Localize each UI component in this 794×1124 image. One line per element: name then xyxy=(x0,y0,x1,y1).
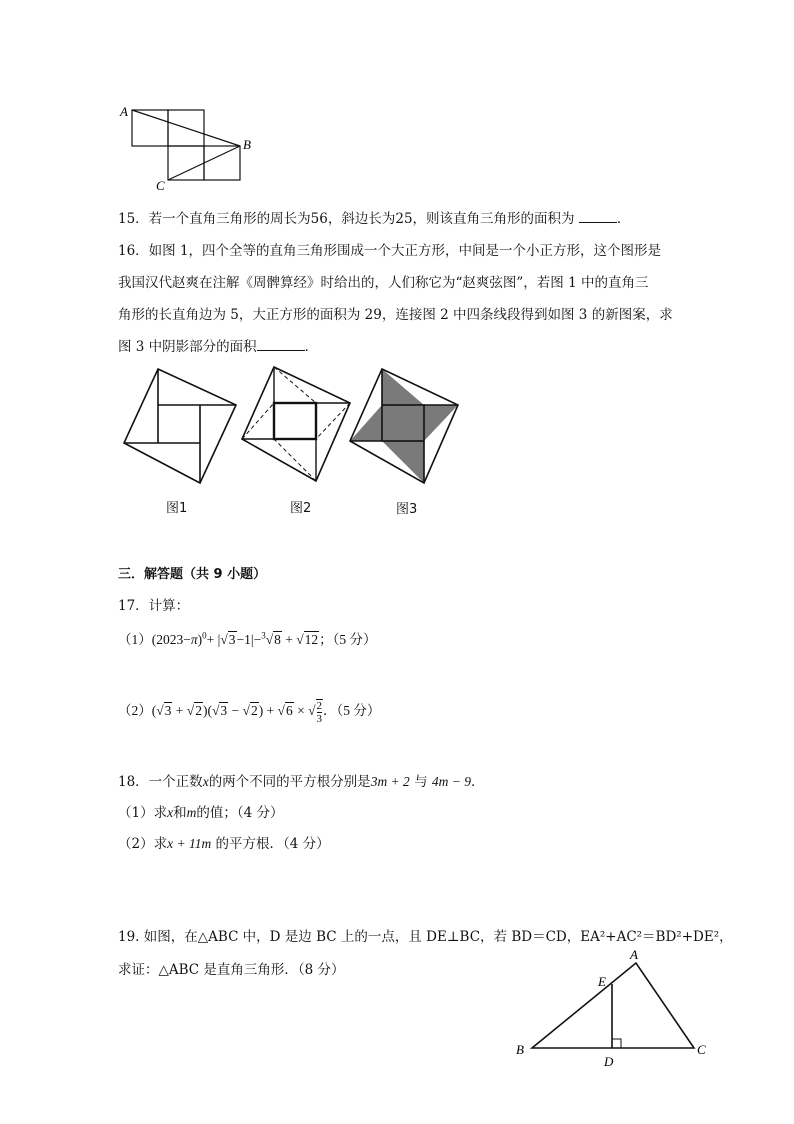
pi-symbol: π xyxy=(190,632,198,647)
outer-square xyxy=(124,369,236,483)
q17-part-1: $(1)(2023-\pi)^0+ |√3-1|-^3√8 + √12$；（5 分） xyxy=(118,630,377,647)
denominator: 3 xyxy=(316,713,323,725)
text: （2）求 xyxy=(118,836,168,852)
dashed-line xyxy=(316,403,350,439)
expr-x-plus-11m: x + 11m xyxy=(167,836,212,851)
q16-end: ． xyxy=(304,339,319,355)
expr: ( xyxy=(151,703,157,719)
expr: (2023 xyxy=(151,632,184,647)
q15-end: ． xyxy=(616,211,631,227)
exponent: 0 xyxy=(202,630,207,641)
part-number: （1） xyxy=(118,632,152,647)
q16-line-4-text: 图 3 中阴影部分的面积 xyxy=(118,339,257,355)
label-b: B xyxy=(243,137,251,152)
text: （1）求 xyxy=(118,805,168,821)
caption-fig-3: 图3 xyxy=(396,502,418,517)
expr: + xyxy=(285,632,293,647)
text: 和 xyxy=(173,805,187,821)
score: ；（5 分） xyxy=(319,632,377,647)
caption-fig-1: 图1 xyxy=(166,501,188,516)
figure-zhaoshuang-2 xyxy=(240,365,352,483)
expr: + | xyxy=(206,632,221,647)
q15-text: 15．若一个直角三角形的周长为56，斜边长为25，则该直角三角形的面积为 xyxy=(118,211,575,227)
figure-q14-grid xyxy=(118,100,268,192)
score: ．（5 分） xyxy=(323,703,381,719)
radicand: 12 xyxy=(304,632,319,647)
label-e: E xyxy=(598,974,606,989)
expr: ) xyxy=(197,632,203,647)
var-m: m xyxy=(186,805,197,820)
label-a: A xyxy=(630,948,638,962)
numerator: 2 xyxy=(316,700,323,712)
expr: )( xyxy=(202,703,212,719)
figure-q19-triangle xyxy=(512,948,712,1068)
q17-part-2: （2）(√3 + √2)(√3 − √2) + √6 × √ $\frac{2}{3}$ ．（5 分） xyxy=(118,700,381,725)
radicand: 8 xyxy=(274,632,281,647)
grid-square xyxy=(204,146,240,180)
radicand: 2 xyxy=(250,703,258,719)
q15-answer-blank[interactable] xyxy=(579,210,617,223)
figure-zhaoshuang-3 xyxy=(348,367,460,485)
radicand: 3 xyxy=(228,632,236,647)
expr-3m-plus-2: 3m + 2 xyxy=(370,774,410,789)
question-15 xyxy=(118,207,630,227)
shaded-triangle xyxy=(424,405,458,441)
part-number: （2） xyxy=(118,703,152,719)
radicand: 2 xyxy=(195,703,202,719)
figure-zhaoshuang-1 xyxy=(122,367,238,485)
label-c: C xyxy=(156,178,165,192)
q16-line-2: 我国汉代赵爽在注解《周髀算经》时给出的，人们称它为“赵爽弦图”，若图 1 中的直角三 xyxy=(118,275,649,291)
root-index: 3 xyxy=(261,630,266,641)
expr: + xyxy=(175,703,184,719)
shaded-triangle xyxy=(382,369,424,405)
inner-square xyxy=(274,403,316,439)
radicand: 3 xyxy=(164,703,172,719)
expr: × xyxy=(297,703,305,719)
shaded-triangle xyxy=(350,405,382,441)
expr-4m-minus-9: 4m − 9 xyxy=(431,774,471,789)
text: 18．一个正数 xyxy=(118,774,203,790)
q19-line-2: 求证：△ABC 是直角三角形．（8 分） xyxy=(118,962,345,978)
shaded-square xyxy=(382,405,424,441)
expr: − xyxy=(231,703,240,719)
label-a: A xyxy=(120,104,128,119)
label-b: B xyxy=(516,1042,524,1057)
dashed-line xyxy=(242,403,274,439)
dashed-line xyxy=(274,367,316,403)
expr: ) + xyxy=(258,703,275,719)
outer-square xyxy=(242,367,350,481)
q18-part-2 xyxy=(118,832,330,852)
text: 的两个不同的平方根分别是 xyxy=(208,774,371,790)
section-heading: 三．解答题（共 9 小题） xyxy=(118,567,267,582)
label-d: D xyxy=(604,1054,614,1068)
q16-answer-blank[interactable] xyxy=(257,338,305,351)
caption-fig-2: 图2 xyxy=(290,501,312,516)
radicand: 3 xyxy=(220,703,228,719)
q18-stem xyxy=(118,770,485,790)
radicand: 6 xyxy=(285,703,293,719)
text: 的值；（4 分） xyxy=(196,805,284,821)
fraction xyxy=(316,699,324,725)
q17-stem: 17．计算： xyxy=(118,598,190,614)
text: 与 xyxy=(414,774,428,790)
q16-line-1: 16．如图 1，四个全等的直角三角形围成一个大正方形，中间是一个小正方形，这个图形是 xyxy=(118,243,662,259)
triangle-abc xyxy=(532,963,694,1048)
grid-square xyxy=(168,146,204,180)
expr: −1|− xyxy=(236,632,262,647)
var-x: x xyxy=(202,774,209,789)
label-c: C xyxy=(697,1042,706,1057)
text: ． xyxy=(471,774,485,790)
var-x: x xyxy=(167,805,174,820)
q18-part-1 xyxy=(118,801,283,821)
q16-line-3: 角形的长直角边为 5，大正方形的面积为 29，连接图 2 中四条线段得到如图 3 的新图案，求 xyxy=(118,307,673,323)
right-angle-mark xyxy=(612,1039,621,1048)
q19-line-1: 19. 如图，在△ABC 中，D 是边 BC 上的一点，且 DE⊥BC，若 BD＝CD，EA²+AC²＝BD²+DE²， xyxy=(118,929,733,945)
q16-line-4 xyxy=(118,335,318,355)
segment-ab xyxy=(132,110,240,146)
text: 的平方根．（4 分） xyxy=(215,836,330,852)
